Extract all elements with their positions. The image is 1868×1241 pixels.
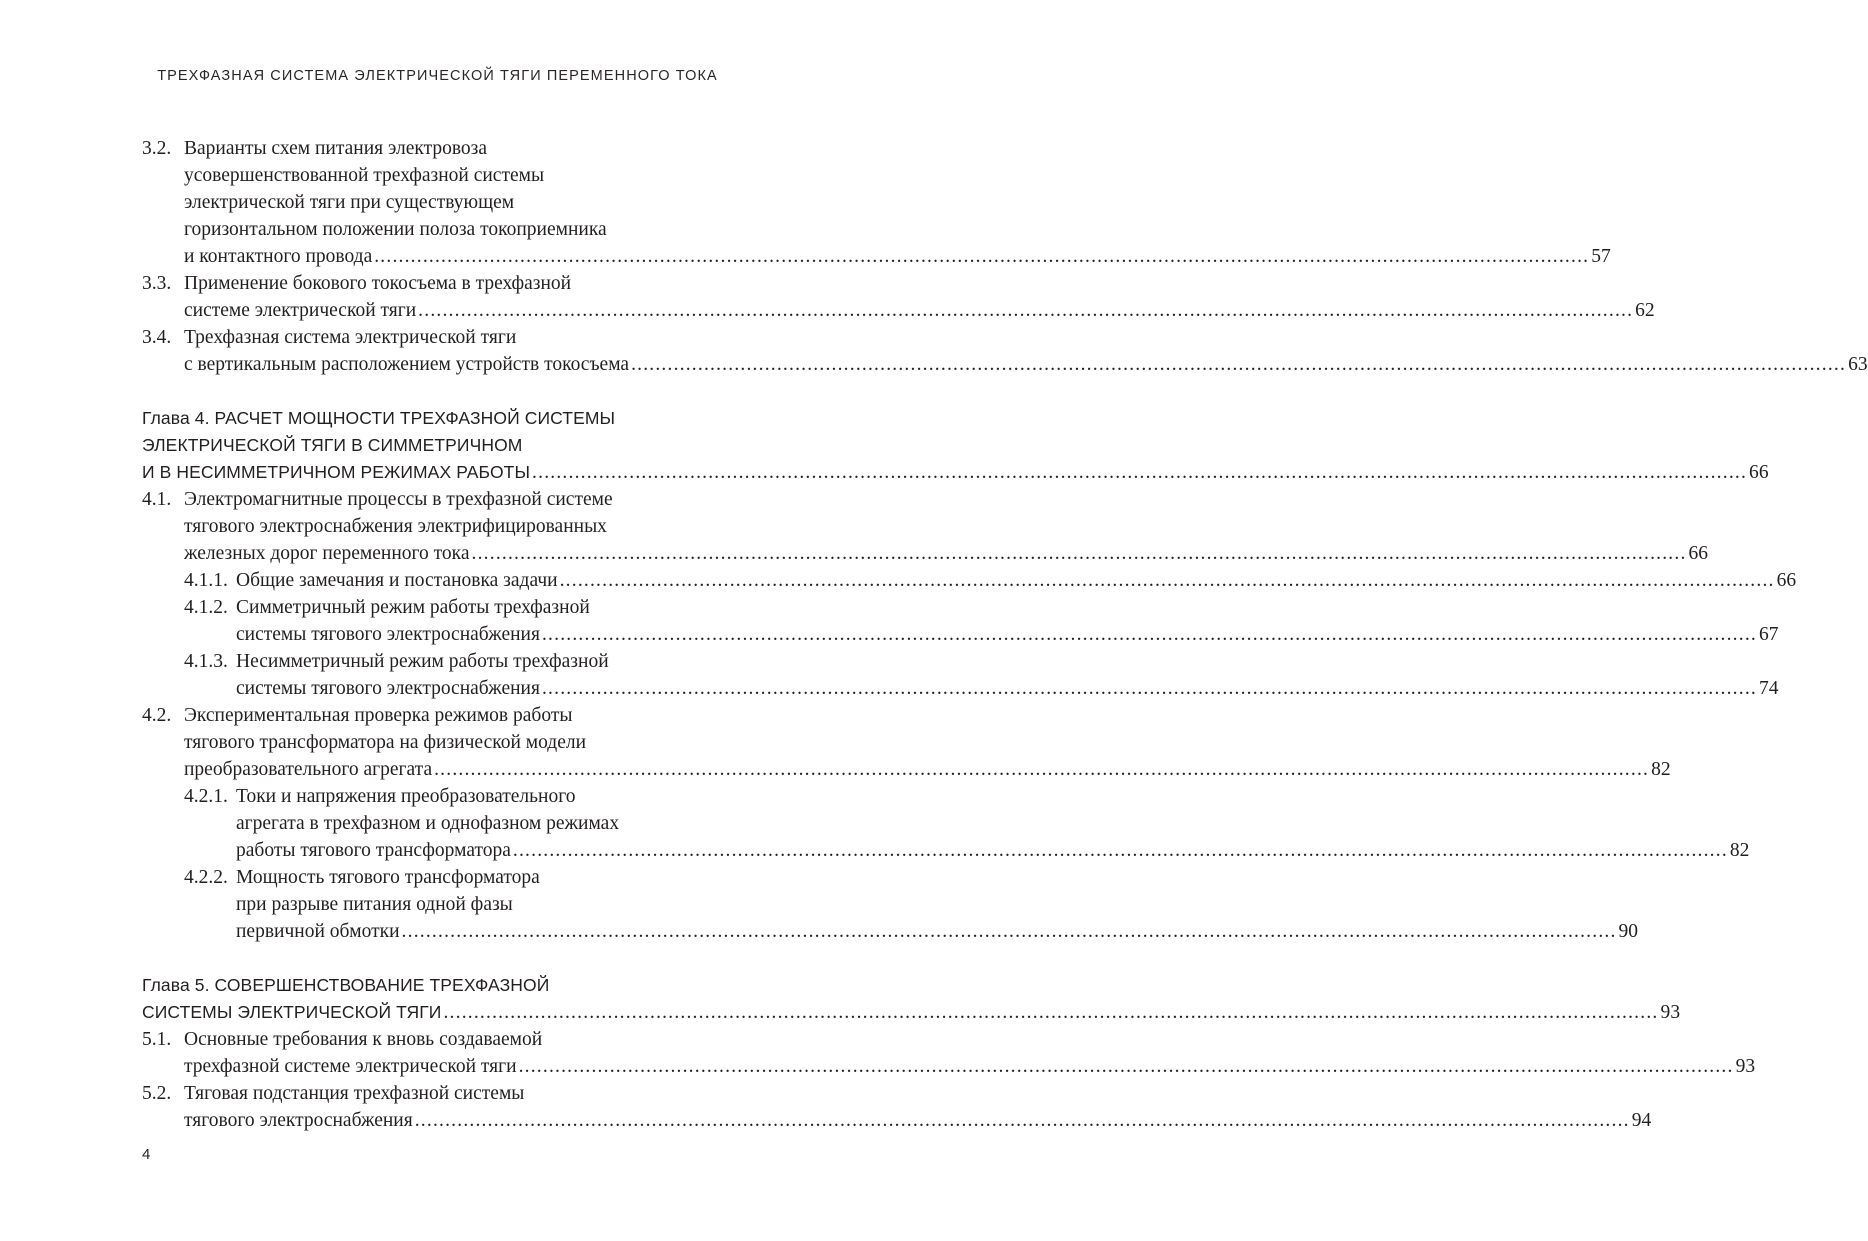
toc-leader-line	[142, 459, 1769, 486]
toc-number: 4.2.1.	[184, 786, 228, 807]
toc-leader-line	[142, 999, 1681, 1026]
toc-entry-4-2	[142, 702, 764, 729]
toc-leader-line	[142, 1107, 1652, 1134]
dot-leader: ........................................................................................................................................................................................................	[559, 570, 1775, 591]
toc-entry-3-4	[142, 324, 764, 351]
toc-leader-line	[142, 621, 1779, 648]
toc-title-line: тягового электроснабжения электрифицированных	[184, 516, 607, 537]
toc-title-line: первичной обмотки	[236, 921, 400, 942]
toc-title-line: железных дорог переменного тока	[184, 543, 470, 564]
toc-number: 4.1.2.	[184, 597, 228, 618]
toc-title-line: Общие замечания и постановка задачи	[236, 570, 558, 591]
toc-entry-4-2-2	[142, 864, 764, 891]
toc-number: 3.4.	[142, 327, 172, 348]
toc-title-line: и контактного провода	[184, 246, 373, 267]
toc-title-line: системы тягового электроснабжения	[236, 624, 540, 645]
toc-page-number: 93	[1735, 1056, 1756, 1077]
toc-entry-3-3	[142, 270, 764, 297]
toc-title-line: Электромагнитные процессы в трехфазной системе	[184, 489, 613, 510]
toc-number: 3.2.	[142, 138, 172, 159]
toc-entry-4-1-2	[142, 594, 764, 621]
toc-title-line: системе электрической тяги	[184, 300, 417, 321]
toc-leader-line	[142, 351, 1868, 378]
toc-entry-4-2-1	[142, 783, 764, 810]
toc-leader-line	[142, 837, 1750, 864]
dot-leader: ........................................................................................................................................................................................................	[631, 354, 1847, 375]
toc-chapter-4: Глава 4. РАСЧЕТ МОЩНОСТИ ТРЕХФАЗНОЙ СИСТЕМЫ	[142, 408, 616, 428]
dot-leader: ........................................................................................................................................................................................................	[541, 624, 1757, 645]
toc-page-number: 67	[1758, 624, 1779, 645]
toc-title-line: системы тягового электроснабжения	[236, 678, 540, 699]
toc-title-line: работы тягового трансформатора	[236, 840, 511, 861]
toc-title-line: Мощность тягового трансформатора	[236, 867, 540, 888]
toc-chapter-line: СИСТЕМЫ ЭЛЕКТРИЧЕСКОЙ ТЯГИ	[142, 1002, 442, 1022]
dot-leader: ........................................................................................................................................................................................................	[541, 678, 1757, 699]
toc-entry-4-1-3	[142, 648, 764, 675]
toc-entry-5-2	[142, 1080, 764, 1107]
toc-page-number: 66	[1776, 570, 1797, 591]
toc-page-number: 63	[1848, 354, 1868, 375]
toc-number: 4.1.3.	[184, 651, 228, 672]
toc-number: 5.2.	[142, 1083, 172, 1104]
dot-leader: ........................................................................................................................................................................................................	[471, 543, 1687, 564]
toc-number: 4.2.	[142, 705, 172, 726]
toc-page-number: 94	[1631, 1110, 1652, 1131]
toc-leader-line	[142, 675, 1779, 702]
toc-title-line: агрегата в трехфазном и однофазном режимах	[236, 813, 620, 834]
toc-entry-3-2	[142, 135, 764, 162]
toc-title-line: Несимметричный режим работы трехфазной	[236, 651, 609, 672]
toc-title-line: усовершенствованной трехфазной системы	[184, 165, 545, 186]
dot-leader: ........................................................................................................................................................................................................	[418, 300, 1634, 321]
toc-page-number: 74	[1758, 678, 1779, 699]
toc-number: 4.1.1.	[184, 570, 228, 591]
dot-leader: ........................................................................................................................................................................................................	[518, 1056, 1734, 1077]
toc-chapter-line: И В НЕСИММЕТРИЧНОМ РЕЖИМАХ РАБОТЫ	[142, 462, 531, 482]
toc-title-line: электрической тяги при существующем	[184, 192, 515, 213]
toc-page-number: 62	[1635, 300, 1655, 321]
toc-title-line: Экспериментальная проверка режимов работы	[184, 705, 573, 726]
toc-leader-line	[142, 243, 1611, 270]
toc-title-line: Основные требования к вновь создаваемой	[184, 1029, 543, 1050]
toc-title-line: горизонтальном положении полоза токоприемника	[184, 219, 607, 240]
dot-leader: ........................................................................................................................................................................................................	[374, 246, 1590, 267]
toc-chapter-5: Глава 5. СОВЕРШЕНСТВОВАНИЕ ТРЕХФАЗНОЙ	[142, 975, 550, 995]
toc-title-line: с вертикальным расположением устройств токосъема	[184, 354, 630, 375]
dot-leader: ........................................................................................................................................................................................................	[401, 921, 1617, 942]
toc-entry-4-1	[142, 486, 764, 513]
toc-number: 4.2.2.	[184, 867, 228, 888]
running-head: ТРЕХФАЗНАЯ СИСТЕМА ЭЛЕКТРИЧЕСКОЙ ТЯГИ ПЕРЕМЕННОГО ТОКА	[157, 68, 718, 84]
toc-title-line: преобразовательного агрегата	[184, 759, 433, 780]
toc-title-line: Тяговая подстанция трехфазной системы	[184, 1083, 525, 1104]
table-of-contents	[142, 135, 1868, 1134]
toc-chapter-line: ЭЛЕКТРИЧЕСКОЙ ТЯГИ В СИММЕТРИЧНОМ	[142, 435, 523, 455]
toc-leader-line	[142, 918, 1639, 945]
toc-title-line: тягового трансформатора на физической модели	[184, 732, 587, 753]
toc-title-line: Симметричный режим работы трехфазной	[236, 597, 590, 618]
dot-leader: ........................................................................................................................................................................................................	[532, 462, 1748, 483]
toc-page-number: 66	[1688, 543, 1709, 564]
toc-leader-line	[142, 297, 1655, 324]
toc-title-line: при разрыве питания одной фазы	[236, 894, 513, 915]
toc-page-number: 90	[1618, 921, 1639, 942]
toc-entry-5-1	[142, 1026, 764, 1053]
toc-title-line: тягового электроснабжения	[184, 1110, 413, 1131]
toc-page-number: 66	[1749, 462, 1769, 483]
toc-page-number: 57	[1591, 246, 1611, 267]
dot-leader: ........................................................................................................................................................................................................	[443, 1002, 1659, 1023]
toc-number: 3.3.	[142, 273, 172, 294]
dot-leader: ........................................................................................................................................................................................................	[414, 1110, 1630, 1131]
toc-title-line: Трехфазная система электрической тяги	[184, 327, 517, 348]
toc-page-number: 82	[1651, 759, 1671, 780]
toc-leader-line	[142, 1053, 1756, 1080]
dot-leader: ........................................................................................................................................................................................................	[434, 759, 1650, 780]
toc-leader-line	[142, 540, 1709, 567]
toc-title-line: Варианты схем питания электровоза	[184, 138, 488, 159]
dot-leader: ........................................................................................................................................................................................................	[512, 840, 1728, 861]
toc-number: 4.1.	[142, 489, 172, 510]
page-number: 4	[142, 1146, 151, 1163]
toc-number: 5.1.	[142, 1029, 172, 1050]
toc-page-number: 93	[1660, 1002, 1681, 1023]
toc-leader-line	[142, 756, 1671, 783]
toc-title-line: Применение бокового токосъема в трехфазной	[184, 273, 572, 294]
toc-title-line: трехфазной системе электрической тяги	[184, 1056, 517, 1077]
toc-title-line: Токи и напряжения преобразовательного	[236, 786, 576, 807]
toc-entry-4-1-1	[142, 567, 1797, 594]
toc-page-number: 82	[1729, 840, 1750, 861]
